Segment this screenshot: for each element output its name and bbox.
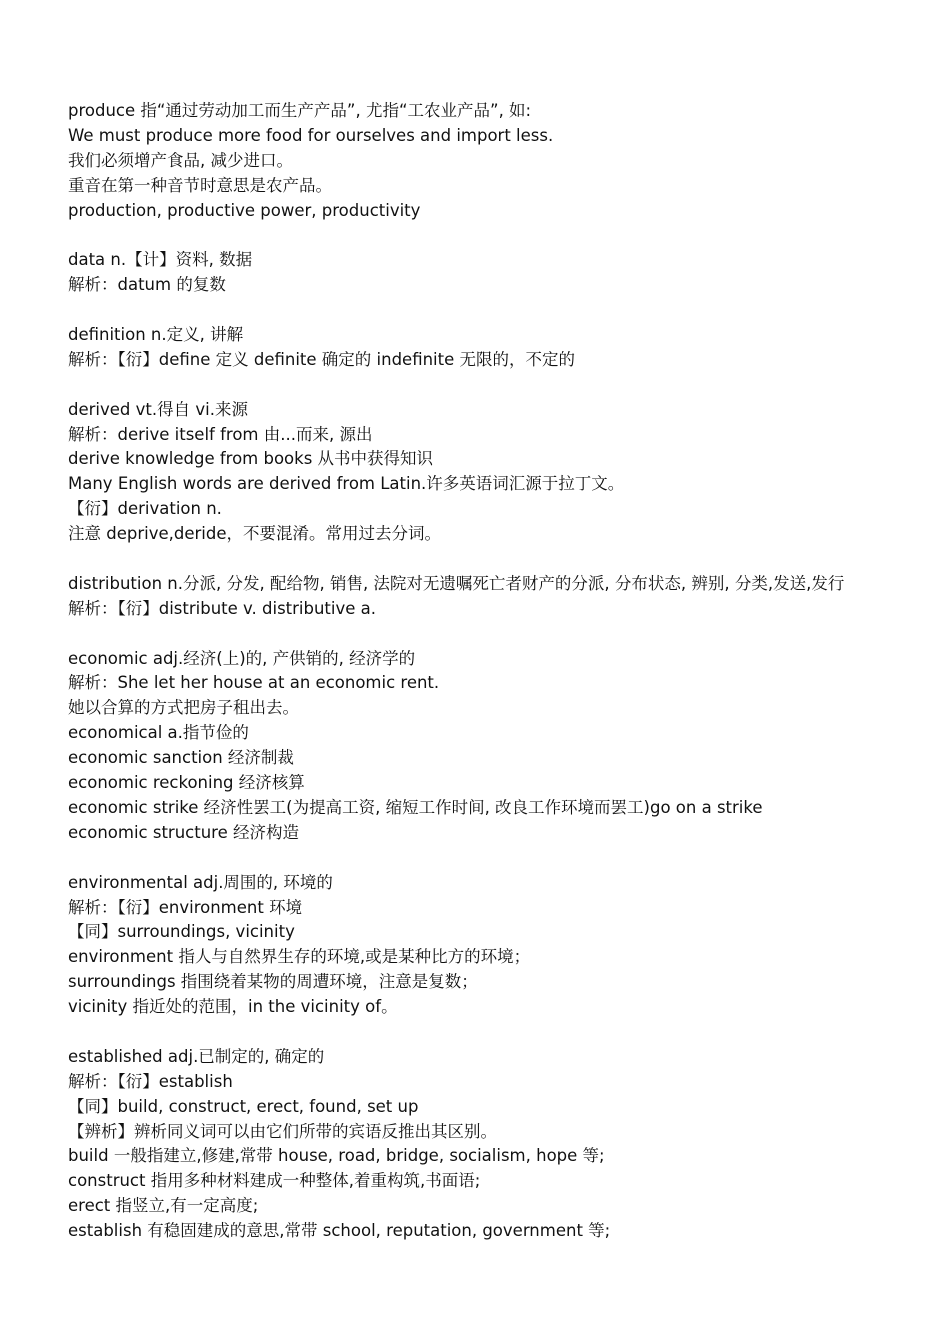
blank-line bbox=[68, 1020, 928, 1045]
text-line: 解析：【衍】environment 环境 bbox=[68, 897, 303, 917]
text-line: 【衍】derivation n. bbox=[68, 499, 222, 519]
text-line: construct 指用多种材料建成一种整体,着重构筑,书面语; bbox=[68, 1171, 481, 1191]
text-line: vicinity 指近处的范围，in the vicinity of。 bbox=[68, 997, 398, 1017]
text-line: economic strike 经济性罢工(为提高工资, 缩短工作时间, 改良工作环境而罢工)go on a strike bbox=[68, 797, 763, 817]
text-line: derived vt.得自 vi.来源 bbox=[68, 399, 248, 419]
text-line: 她以合算的方式把房子租出去。 bbox=[68, 698, 299, 718]
text-line: economic structure 经济构造 bbox=[68, 822, 299, 842]
text-line: established adj.已制定的, 确定的 bbox=[68, 1046, 325, 1066]
text-line: 【同】build, construct, erect, found, set up bbox=[68, 1096, 419, 1116]
blank-line bbox=[68, 373, 928, 398]
text-line: economic sanction 经济制裁 bbox=[68, 748, 294, 768]
text-line: We must produce more food for ourselves and import less. bbox=[68, 125, 554, 145]
blank-line bbox=[68, 846, 928, 871]
document-page bbox=[68, 99, 928, 1244]
text-line: 解析：【衍】define 定义 definite 确定的 indefinite 无限的，不定的 bbox=[68, 349, 576, 369]
text-line: 注意 deprive,deride，不要混淆。常用过去分词。 bbox=[68, 524, 441, 544]
text-line: build 一般指建立,修建,常带 house, road, bridge, socialism, hope 等; bbox=[68, 1146, 605, 1166]
text-line: data n.【计】资料, 数据 bbox=[68, 250, 253, 270]
text-line: Many English words are derived from Latin.许多英语词汇源于拉丁文。 bbox=[68, 474, 625, 494]
text-line: 【辨析】辨析同义词可以由它们所带的宾语反推出其区别。 bbox=[68, 1121, 497, 1141]
text-line: 解析：derive itself from 由...而来, 源出 bbox=[68, 424, 373, 444]
text-line: produce 指“通过劳动加工而生产产品”, 尤指“工农业产品”, 如: bbox=[68, 101, 532, 120]
text-line: economic reckoning 经济核算 bbox=[68, 773, 305, 793]
text-line: environmental adj.周围的, 环境的 bbox=[68, 872, 333, 892]
text-line: derive knowledge from books 从书中获得知识 bbox=[68, 449, 434, 469]
text-line: environment 指人与自然界生存的环境,或是某种比方的环境； bbox=[68, 947, 531, 967]
text-line: 解析：datum 的复数 bbox=[68, 275, 226, 295]
blank-line bbox=[68, 547, 928, 572]
text-line: economical a.指节俭的 bbox=[68, 723, 249, 743]
text-line: 【同】surroundings, vicinity bbox=[68, 922, 295, 942]
text-line: 解析：【衍】establish bbox=[68, 1071, 233, 1091]
blank-line bbox=[68, 298, 928, 323]
text-line: surroundings 指围绕着某物的周遭环境，注意是复数； bbox=[68, 972, 478, 992]
blank-line bbox=[68, 223, 928, 248]
text-line: 解析：【衍】distribute v. distributive a. bbox=[68, 598, 377, 618]
text-line: 我们必须增产食品, 减少进口。 bbox=[68, 150, 293, 170]
text-line: establish 有稳固建成的意思,常带 school, reputation, government 等; bbox=[68, 1221, 611, 1241]
text-line: definition n.定义, 讲解 bbox=[68, 325, 244, 345]
blank-line bbox=[68, 622, 928, 647]
text-line: 解析：She let her house at an economic rent. bbox=[68, 673, 440, 693]
text-line: erect 指竖立,有一定高度; bbox=[68, 1196, 259, 1216]
text-line: production, productive power, productivity bbox=[68, 200, 421, 220]
text-line: 重音在第一种音节时意思是农产品。 bbox=[68, 175, 332, 195]
text-line: economic adj.经济(上)的, 产供销的, 经济学的 bbox=[68, 648, 416, 668]
text-line: distribution n.分派, 分发, 配给物, 销售, 法院对无遗嘱死亡者财产的分派, 分布状态, 辨别, 分类,发送,发行 bbox=[68, 573, 845, 593]
